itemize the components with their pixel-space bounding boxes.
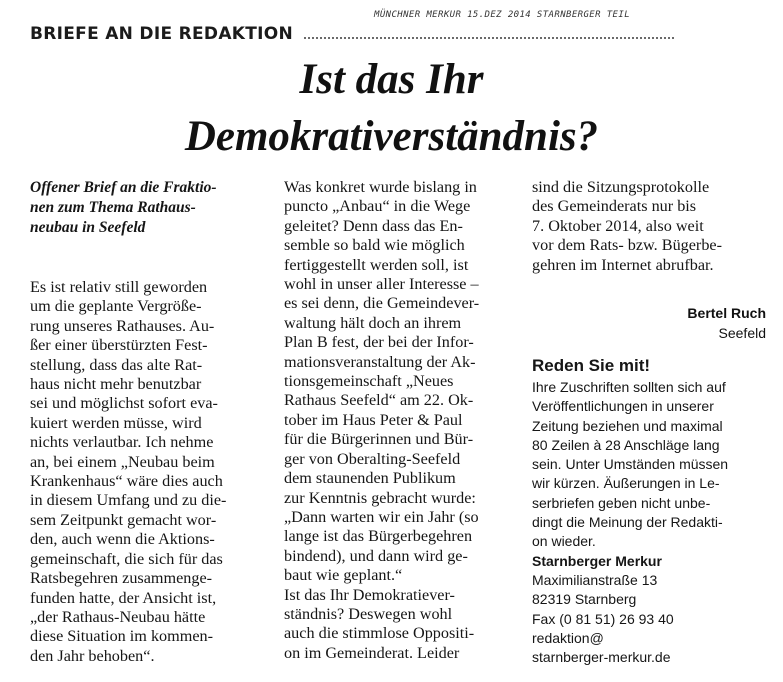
body-line: ständnis? Deswegen wohl [284, 604, 453, 623]
body-line: on im Gemeinderat. Leider [284, 643, 460, 662]
info-text-line: 80 Zeilen à 28 Anschläge lang [532, 436, 720, 453]
subheading-line: nen zum Thema Rathaus- [30, 199, 196, 216]
subheading-line: neubau in Seefeld [30, 219, 146, 236]
subheading [30, 178, 270, 238]
body-line: ßer einer überstürzten Fest- [30, 336, 208, 355]
body-line: baut wie geplant.“ [284, 566, 403, 585]
info-text-line: Veröffentlichungen in unserer [532, 398, 714, 415]
source-note: MÜNCHNER MERKUR 15.DEZ 2014 STARNBERGER TEIL [374, 10, 631, 20]
body-line: dem staunenden Publikum [284, 469, 456, 488]
headline-line-1: Ist das Ihr [299, 56, 484, 103]
body-line: sind die Sitzungsprotokolle [532, 178, 710, 196]
body-line: wohl in unser aller Interesse – [284, 275, 479, 294]
body-line: „der Rathaus-Neubau hätte [30, 607, 206, 626]
body-line: lange ist das Bürgerbegehren [284, 527, 473, 546]
body-line: mationsveranstaltung der Ak- [284, 352, 476, 371]
body-line: bindend), und dann wird ge- [284, 546, 468, 565]
body-line: zur Kenntnis gebracht wurde: [284, 488, 476, 507]
publisher-name: Starnberger Merkur [532, 552, 662, 569]
body-line: 7. Oktober 2014, also weit [532, 216, 704, 235]
body-line: es sei denn, die Gemeindever- [284, 294, 480, 313]
info-text-line: wir kürzen. Äußerungen in Le- [532, 475, 720, 492]
body-line: an, bei einem „Neubau beim [30, 452, 215, 471]
headline-line-2: Demokrativerständnis? [184, 113, 599, 160]
info-text-line: Zeitung beziehen und maximal [532, 417, 723, 434]
fax-number: Fax (0 81 51) 26 93 40 [532, 610, 674, 627]
body-line: Rathaus Seefeld“ am 22. Ok- [284, 391, 474, 410]
body-line: des Gemeinderats nur bis [532, 197, 697, 216]
body-line: gehren im Internet abrufbar. [532, 255, 714, 274]
column-2 [284, 178, 520, 663]
body-line: waltung hält doch an ihrem [284, 313, 462, 332]
info-box-title: Reden Sie mit! [532, 356, 651, 375]
address-line: Maximilianstraße 13 [532, 571, 658, 588]
subheading-line: Offener Brief an die Fraktio- [30, 179, 217, 196]
author-place: Seefeld [718, 325, 766, 341]
column-3 [532, 178, 768, 275]
body-line: stellung, dass das alte Rat- [30, 355, 203, 374]
body-line: für die Bürgerinnen und Bür- [284, 430, 474, 449]
body-line: den Jahr behoben“. [30, 646, 155, 665]
body-line: „Dann warten wir ein Jahr (so [284, 507, 479, 526]
body-line: Plan B fest, der bei der Infor- [284, 333, 474, 352]
body-line: ger von Oberalting-Seefeld [284, 449, 461, 468]
body-line: kuiert werden müsse, wird [30, 413, 202, 432]
body-line: vor dem Rats- bzw. Bügerbe- [532, 236, 722, 255]
body-line: Krankenhaus“ wäre dies auch [30, 472, 223, 491]
body-line: tionsgemeinschaft „Neues [284, 372, 454, 391]
body-line: fertiggestellt werden soll, ist [284, 255, 469, 274]
author-name: Bertel Ruch [687, 305, 766, 321]
body-line: puncto „Anbau“ in die Wege [284, 197, 471, 216]
body-line: auch die stimmlose Oppositi- [284, 624, 475, 643]
info-text-line: on wieder. [532, 533, 596, 550]
body-line: haus nicht mehr benutzbar [30, 375, 202, 394]
address-line: 82319 Starnberg [532, 591, 637, 608]
body-line: nichts verlautbar. Ich nehme [30, 433, 214, 452]
body-line: sei und möglichst sofort eva- [30, 394, 218, 413]
body-line: sem Zeitpunkt gemacht wor- [30, 510, 217, 529]
info-text-line: dingt die Meinung der Redakti- [532, 514, 723, 531]
body-line: in diesem Umfang und zu die- [30, 491, 227, 510]
reader-info-box [532, 355, 768, 667]
info-text-line: Ihre Zuschriften sollten sich auf [532, 379, 726, 395]
email-line: redaktion@ [532, 629, 604, 646]
body-line: gemeinschaft, die sich für das [30, 549, 223, 568]
body-line: Ratsbegehren zusammenge- [30, 569, 213, 588]
body-line: Es ist relativ still geworden [30, 278, 208, 296]
body-line: rung unseres Rathauses. Au- [30, 316, 215, 335]
website-line: starnberger-merkur.de [532, 649, 671, 666]
section-label: BRIEFE AN DIE REDAKTION [30, 24, 294, 44]
info-text-line: sein. Unter Umständen müssen [532, 456, 729, 473]
body-line: semble so bald wie möglich [284, 236, 465, 255]
body-line: geleitet? Denn dass das En- [284, 216, 463, 235]
body-line: funden hatte, der Ansicht ist, [30, 588, 217, 607]
body-line: um die geplante Vergröße- [30, 297, 202, 316]
body-line: tober im Haus Peter & Paul [284, 410, 463, 429]
body-line: den, auch wenn die Aktions- [30, 530, 215, 549]
info-text-line: serbriefen geben nicht unbe- [532, 494, 711, 511]
body-line: Ist das Ihr Demokratiever- [284, 585, 455, 604]
body-line: diese Situation im kommen- [30, 627, 213, 646]
body-line: Was konkret wurde bislang in [284, 178, 477, 196]
dotted-rule [304, 37, 674, 39]
column-1 [30, 178, 270, 666]
